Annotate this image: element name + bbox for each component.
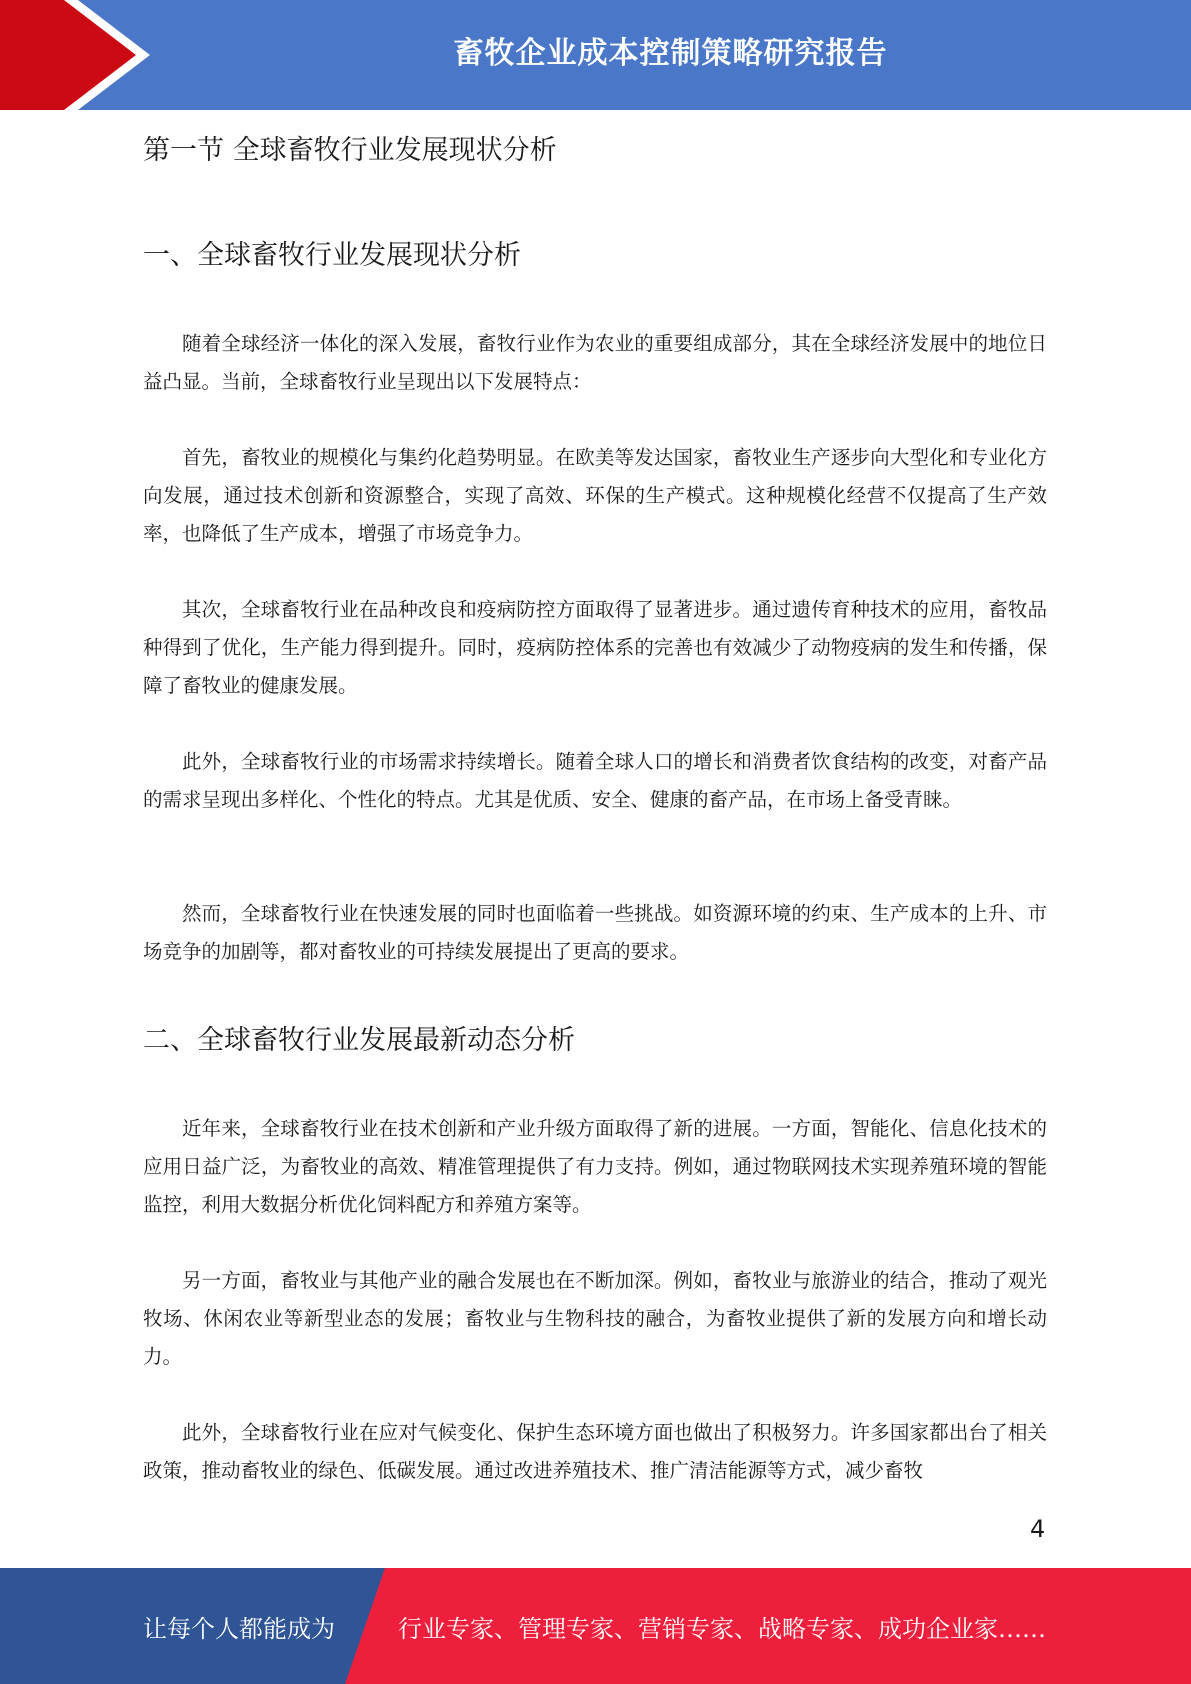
footer-slogan-left: 让每个人都能成为 bbox=[143, 1614, 335, 1643]
footer-slogan-right: 行业专家、管理专家、营销专家、战略专家、成功企业家…… bbox=[398, 1614, 1046, 1643]
paragraph-3: 其次，全球畜牧行业在品种改良和疫病防控方面取得了显著进步。通过遗传育种技术的应用，畜牧品种得到了优化，生产能力得到提升。同时，疫病防控体系的完善也有效减少了动物疫病的发生和传播，保障了畜牧业的健康发展。 bbox=[143, 598, 1047, 697]
page-footer bbox=[0, 1568, 1191, 1684]
page-header bbox=[0, 0, 1191, 110]
paragraph-1: 随着全球经济一体化的深入发展，畜牧行业作为农业的重要组成部分，其在全球经济发展中的地位日益凸显。当前，全球畜牧行业呈现出以下发展特点： bbox=[143, 332, 1047, 393]
paragraph-2: 首先，畜牧业的规模化与集约化趋势明显。在欧美等发达国家，畜牧业生产逐步向大型化和专业化方向发展，通过技术创新和资源整合，实现了高效、环保的生产模式。这种规模化经营不仅提高了生产效率，也降低了生产成本，增强了市场竞争力。 bbox=[143, 446, 1047, 545]
section-title: 第一节 全球畜牧行业发展现状分析 bbox=[143, 135, 557, 166]
heading-2: 二、全球畜牧行业发展最新动态分析 bbox=[143, 1025, 575, 1056]
paragraph-6: 近年来，全球畜牧行业在技术创新和产业升级方面取得了新的进展。一方面，智能化、信息化技术的应用日益广泛，为畜牧业的高效、精准管理提供了有力支持。例如，通过物联网技术实现养殖环境的智能监控，利用大数据分析优化饲料配方和养殖方案等。 bbox=[143, 1117, 1047, 1216]
paragraph-5: 然而，全球畜牧行业在快速发展的同时也面临着一些挑战。如资源环境的约束、生产成本的上升、市场竞争的加剧等，都对畜牧业的可持续发展提出了更高的要求。 bbox=[143, 902, 1047, 963]
page-number: 4 bbox=[1030, 1515, 1046, 1543]
report-title: 畜牧企业成本控制策略研究报告 bbox=[453, 36, 888, 71]
paragraph-8: 此外，全球畜牧行业在应对气候变化、保护生态环境方面也做出了积极努力。许多国家都出台了相关政策，推动畜牧业的绿色、低碳发展。通过改进养殖技术、推广清洁能源等方式，减少畜牧 bbox=[143, 1421, 1047, 1482]
heading-1: 一、全球畜牧行业发展现状分析 bbox=[143, 240, 521, 271]
paragraph-4: 此外，全球畜牧行业的市场需求持续增长。随着全球人口的增长和消费者饮食结构的改变，对畜产品的需求呈现出多样化、个性化的特点。尤其是优质、安全、健康的畜产品，在市场上备受青睐。 bbox=[143, 750, 1047, 811]
paragraph-7: 另一方面，畜牧业与其他产业的融合发展也在不断加深。例如，畜牧业与旅游业的结合，推动了观光牧场、休闲农业等新型业态的发展；畜牧业与生物科技的融合，为畜牧业提供了新的发展方向和增长动力。 bbox=[143, 1269, 1047, 1368]
